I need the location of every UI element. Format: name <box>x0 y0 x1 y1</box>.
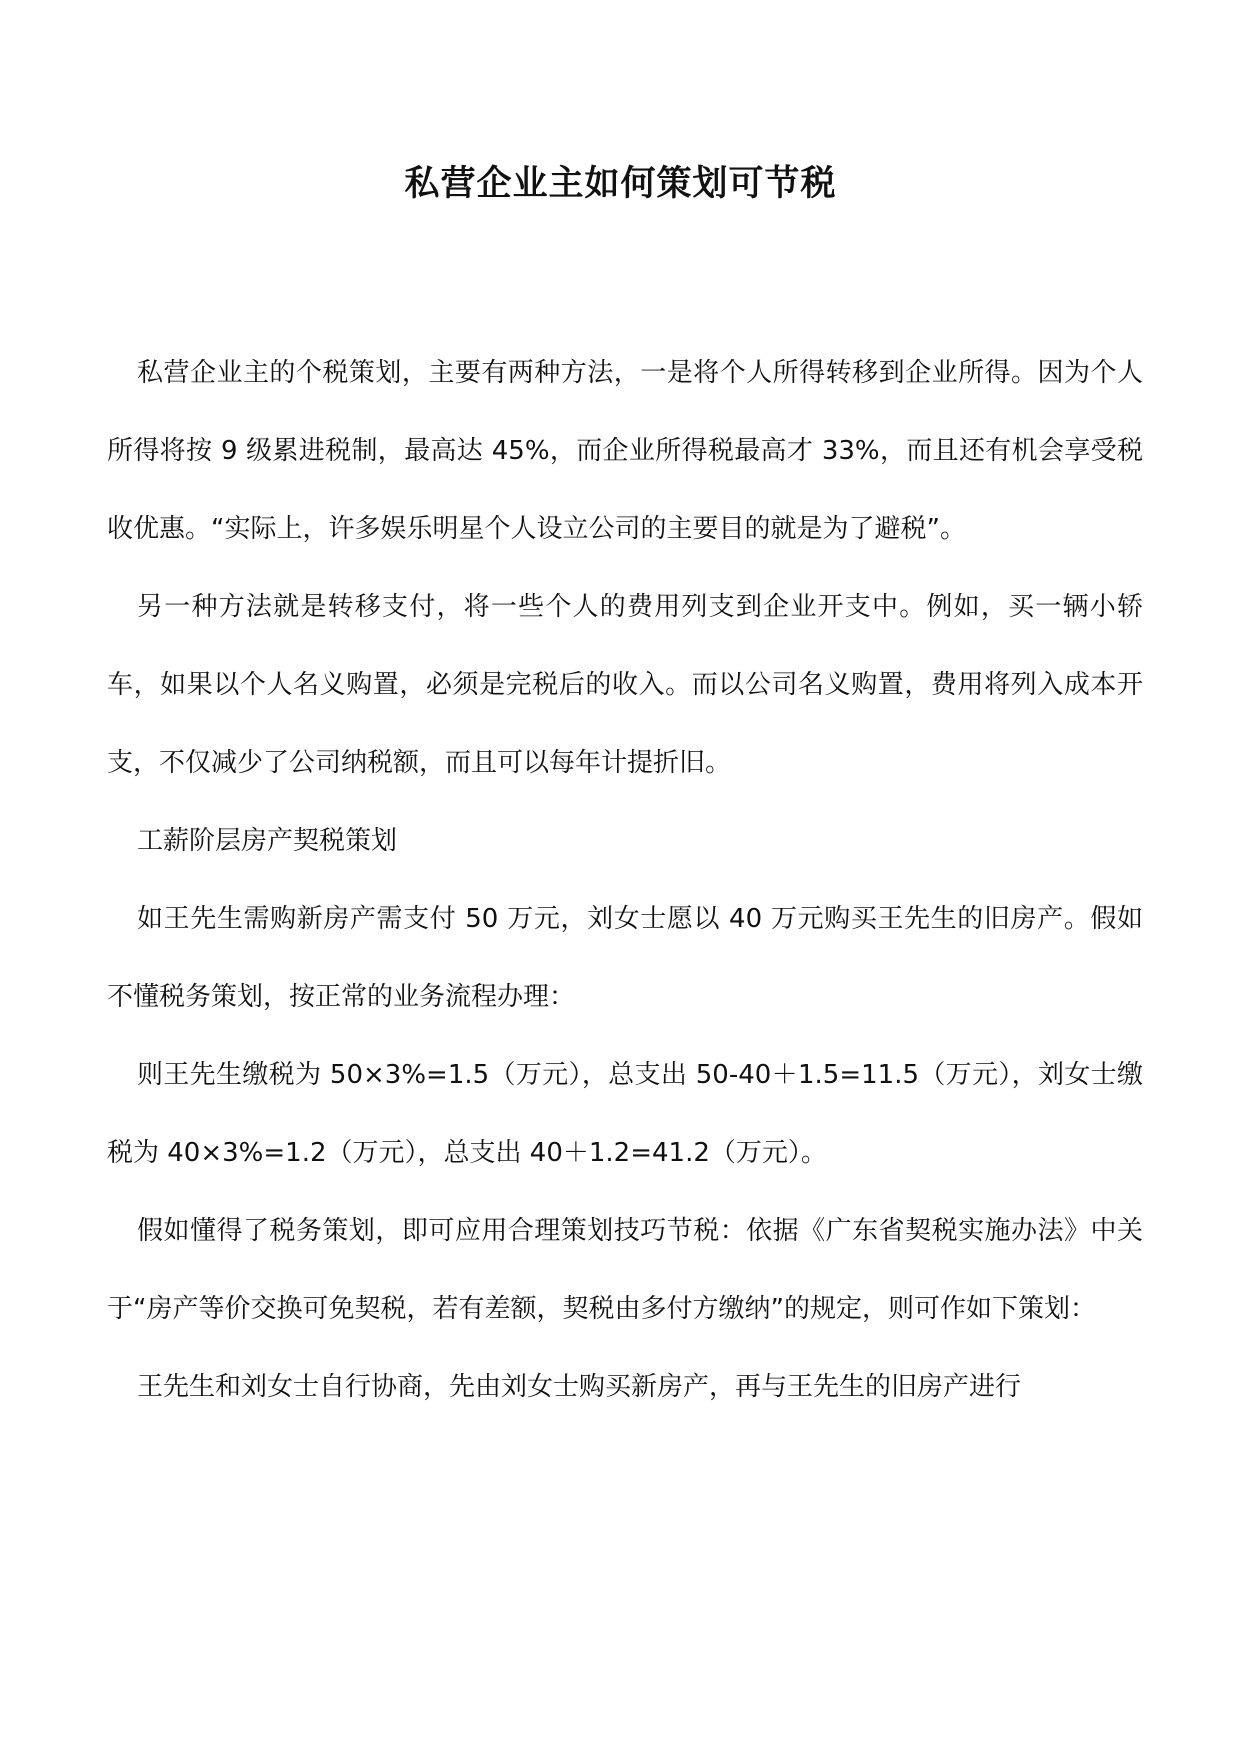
section-heading-deed-tax: 工薪阶层房产契税策划 <box>137 826 398 856</box>
paragraph-planning-steps: 王先生和刘女士自行协商，先由刘女士购买新房产，再与王先生的旧房产进行 <box>137 1372 1022 1402</box>
paragraph-transfer-payment: 另一种方法就是转移支付，将一些个人的费用列支到企业开支中。例如，买一辆小轿车，如果以个人名义购置，必须是完税后的收入。而以公司名义购置，费用将列入成本开支，不仅减少了公司纳税额，而且可以每年计提折旧。 <box>107 592 1143 778</box>
paragraph-intro: 私营企业主的个税策划，主要有两种方法，一是将个人所得转移到企业所得。因为个人所得将按 9 级累进税制，最高达 45%，而企业所得税最高才 33%，而且还有机会享受税收优惠。“实际上，许多娱乐明星个人设立公司的主要目的就是为了避税”。 <box>107 358 1143 544</box>
paragraph-example: 如王先生需购新房产需支付 50 万元，刘女士愿以 40 万元购买王先生的旧房产。假如不懂税务策划，按正常的业务流程办理： <box>107 904 1143 1012</box>
document-title: 私营企业主如何策划可节税 <box>404 163 837 204</box>
document-body <box>107 334 1143 1426</box>
paragraph-calculation: 则王先生缴税为 50×3%=1.5（万元），总支出 50-40＋1.5=11.5（万元），刘女士缴税为 40×3%=1.2（万元），总支出 40＋1.2=41.2（万元）。 <box>107 1060 1143 1168</box>
paragraph-planning-basis: 假如懂得了税务策划，即可应用合理策划技巧节税：依据《广东省契税实施办法》中关于“房产等价交换可免契税，若有差额，契税由多付方缴纳”的规定，则可作如下策划： <box>107 1216 1143 1324</box>
